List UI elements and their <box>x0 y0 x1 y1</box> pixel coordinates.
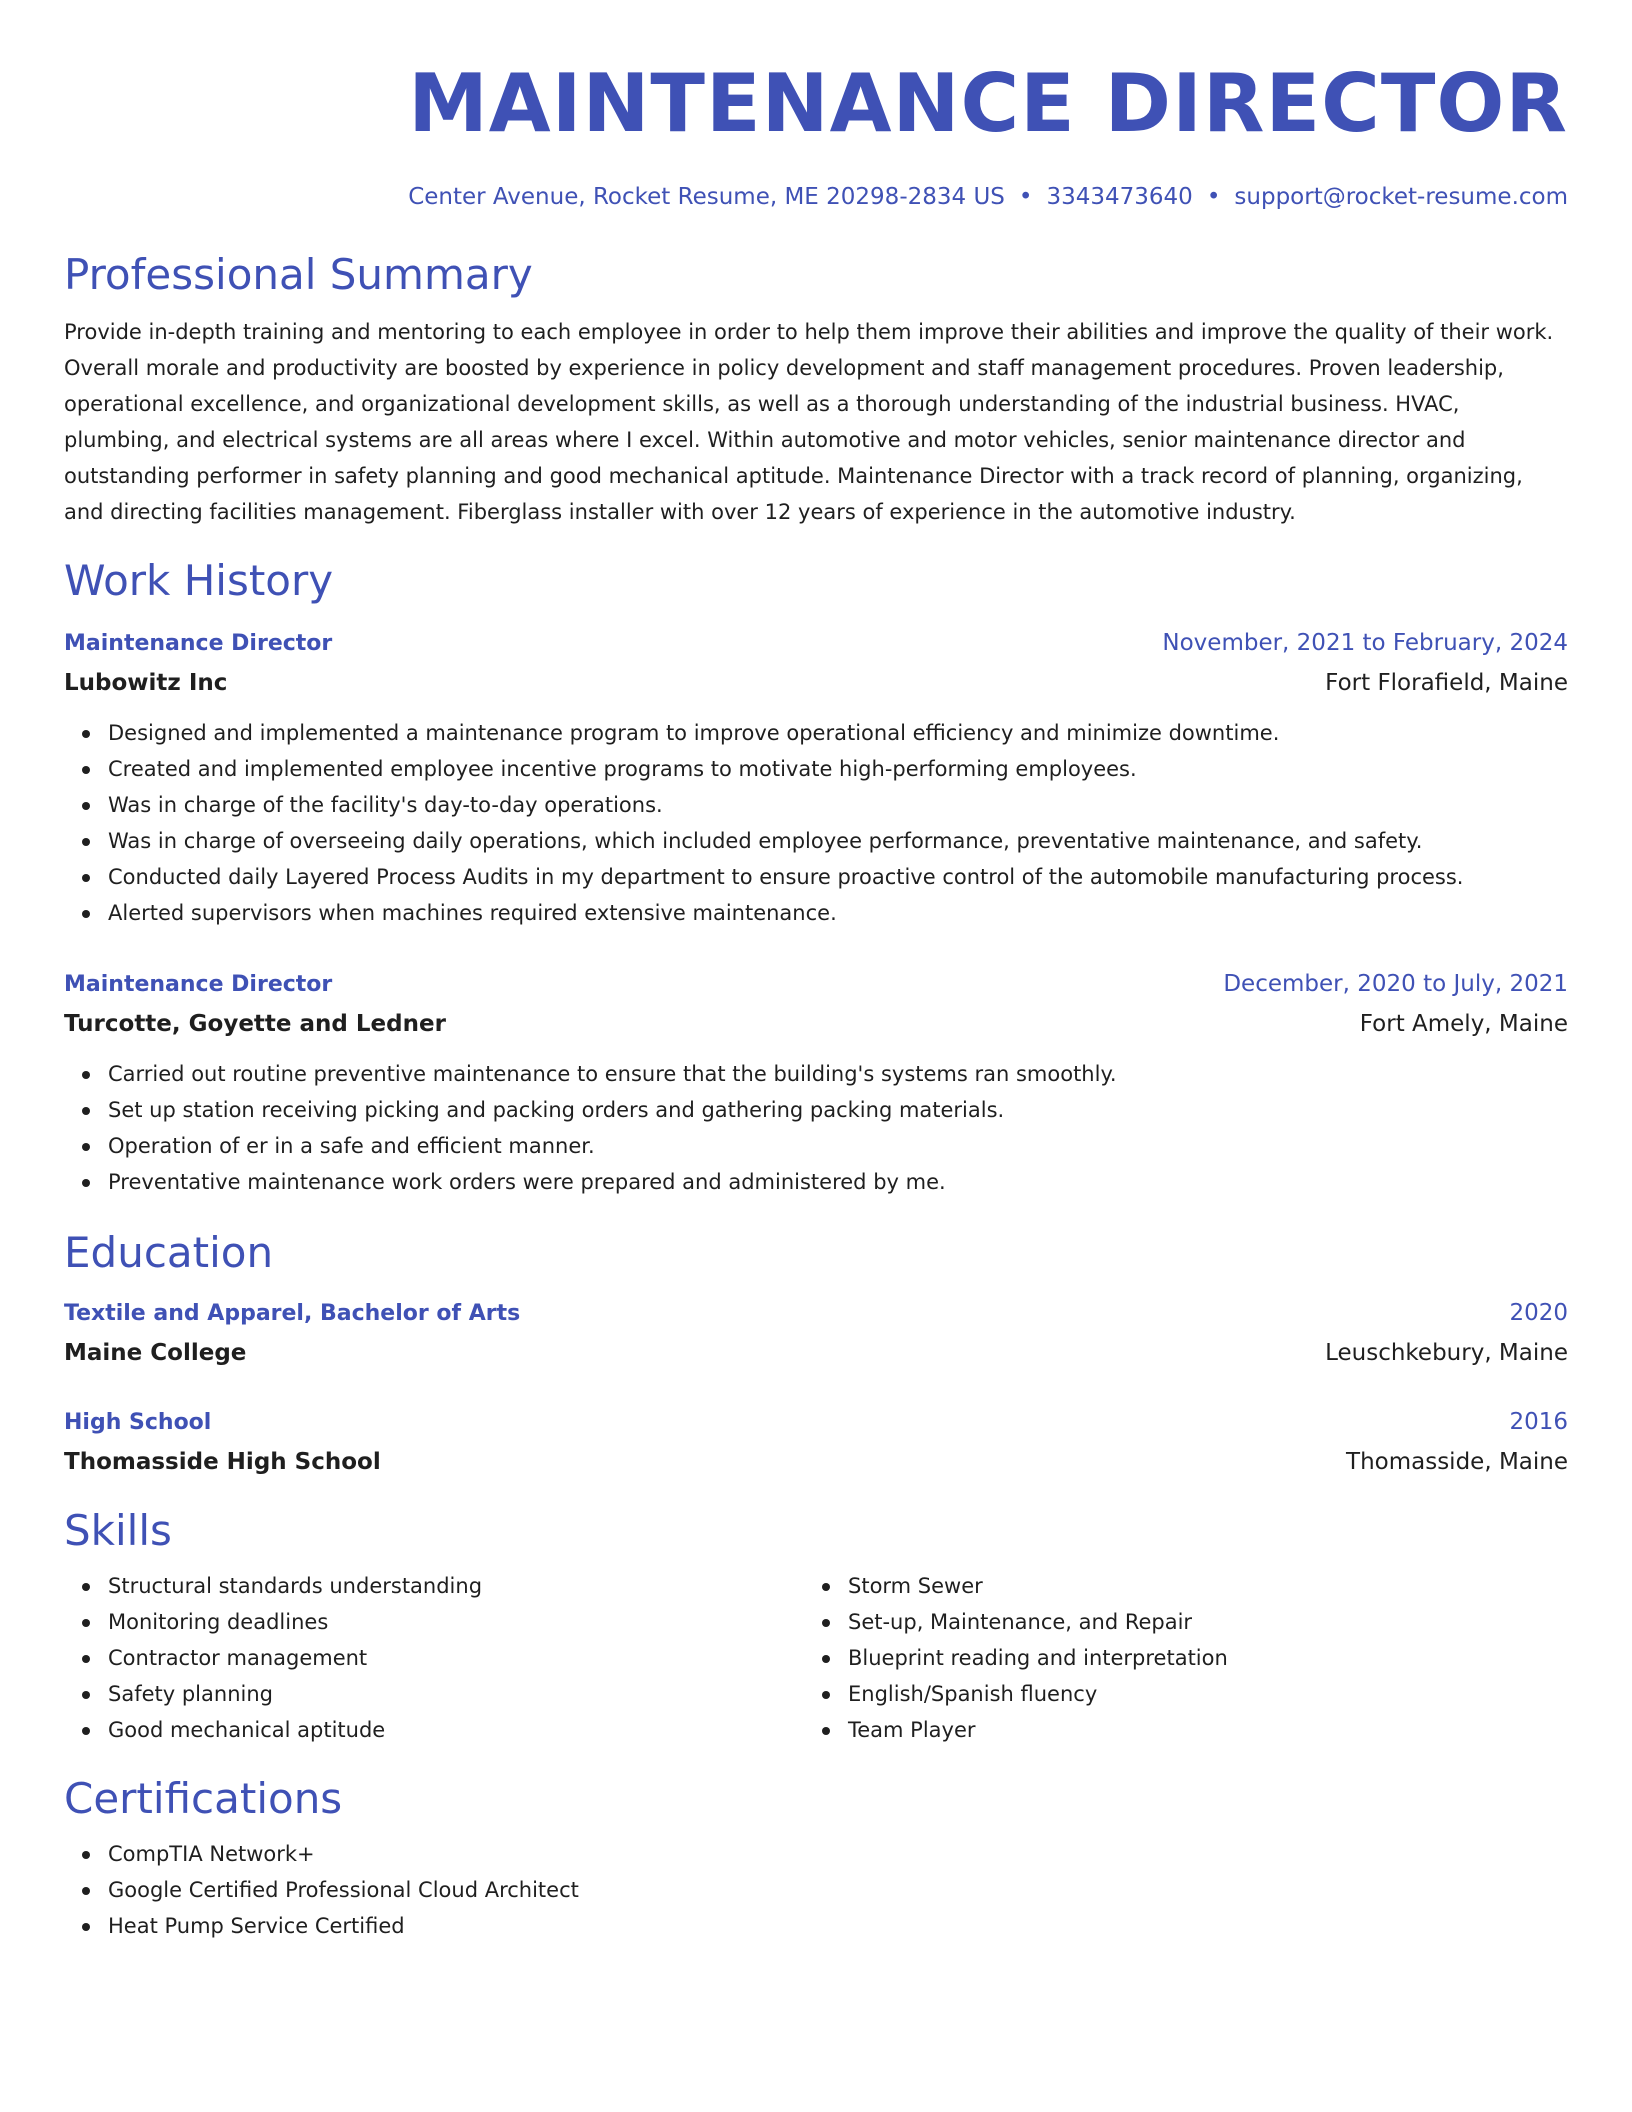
resume-header <box>64 56 1568 212</box>
list-item: Preventative maintenance work orders were prepared and administered by me. <box>108 1164 1568 1200</box>
school-name: Maine College <box>64 1340 247 1366</box>
job-location: Fort Florafield, Maine <box>1325 670 1568 696</box>
list-item: CompTIA Network+ <box>108 1836 1568 1872</box>
list-item: Designed and implemented a maintenance program to improve operational efficiency and minimize downtime. <box>108 715 1568 751</box>
section-title-summary: Professional Summary <box>64 250 533 299</box>
phone-number: 3343473640 <box>1046 184 1193 210</box>
degree-name: Textile and Apparel, Bachelor of Arts <box>64 1301 521 1326</box>
school-name: Thomasside High School <box>64 1449 381 1475</box>
summary-text: Provide in-depth training and mentoring to each employee in order to help them improve their abilities and improve the quality of their work. Overall morale and productivity are boosted by experience in policy development and staff management procedures. Proven leadership, operational excellence, and organizational development skills, as well as a thorough understanding of the industrial business. HVAC, plumbing, and electrical systems are all areas where I excel. Within automotive and motor vehicles, senior maintenance director and outstanding performer in safety planning and good mechanical aptitude. Maintenance Director with a track record of planning, organizing, and directing facilities management. Fiberglass installer with over 12 years of experience in the automotive industry. <box>64 320 1554 524</box>
list-item: Created and implemented employee incentive programs to motivate high-performing employees. <box>108 751 1568 787</box>
list-item: Team Player <box>848 1712 1544 1748</box>
job-dates: December, 2020 to July, 2021 <box>1223 971 1568 997</box>
contact-separator: • <box>1018 184 1033 210</box>
job-title: Maintenance Director <box>64 972 333 997</box>
degree-name: High School <box>64 1410 212 1435</box>
list-item: Was in charge of the facility's day-to-day operations. <box>108 787 1568 823</box>
contact-line <box>64 182 1568 212</box>
list-item: English/Spanish fluency <box>848 1676 1544 1712</box>
contact-separator: • <box>1206 184 1221 210</box>
email-link[interactable]: support@rocket-resume.com <box>1234 184 1568 210</box>
page-title: MAINTENANCE DIRECTOR <box>408 57 1568 150</box>
job-duties-list <box>64 1056 1568 1200</box>
list-item: Good mechanical aptitude <box>108 1712 804 1748</box>
school-location: Thomasside, Maine <box>1346 1449 1568 1475</box>
list-item: Safety planning <box>108 1676 804 1712</box>
address: Center Avenue, Rocket Resume, ME 20298-2834 US <box>408 184 1005 210</box>
section-title-work-history: Work History <box>64 556 334 605</box>
job-entry <box>64 624 1568 931</box>
list-item: Operation of er in a safe and efficient manner. <box>108 1128 1568 1164</box>
graduation-year: 2016 <box>1509 1409 1568 1435</box>
skills-list <box>804 1568 1544 1748</box>
list-item: Carried out routine preventive maintenance to ensure that the building's systems ran smoothly. <box>108 1056 1568 1092</box>
skills-column-right <box>804 1568 1544 1748</box>
skills-columns <box>64 1568 1568 1748</box>
education-entry <box>64 1403 1568 1482</box>
skills-list <box>64 1568 804 1748</box>
list-item: Structural standards understanding <box>108 1568 804 1604</box>
list-item: Heat Pump Service Certified <box>108 1908 1568 1944</box>
graduation-year: 2020 <box>1509 1300 1568 1326</box>
section-title-skills: Skills <box>64 1506 172 1555</box>
job-title: Maintenance Director <box>64 631 333 656</box>
school-location: Leuschkebury, Maine <box>1325 1340 1568 1366</box>
skills-column-left <box>64 1568 804 1748</box>
list-item: Set up station receiving picking and packing orders and gathering packing materials. <box>108 1092 1568 1128</box>
list-item: Conducted daily Layered Process Audits in my department to ensure proactive control of the automobile manufacturing process. <box>108 859 1568 895</box>
job-entry <box>64 965 1568 1200</box>
certifications-list <box>64 1836 1568 1944</box>
section-title-certifications: Certifications <box>64 1774 343 1823</box>
job-duties-list <box>64 715 1568 931</box>
list-item: Alerted supervisors when machines required extensive maintenance. <box>108 895 1568 931</box>
list-item: Set-up, Maintenance, and Repair <box>848 1604 1544 1640</box>
employer-name: Lubowitz Inc <box>64 670 228 696</box>
education-entry <box>64 1294 1568 1373</box>
employer-name: Turcotte, Goyette and Ledner <box>64 1011 446 1037</box>
list-item: Google Certified Professional Cloud Architect <box>108 1872 1568 1908</box>
list-item: Was in charge of overseeing daily operations, which included employee performance, preventative maintenance, and safety. <box>108 823 1568 859</box>
job-dates: November, 2021 to February, 2024 <box>1162 630 1568 656</box>
job-location: Fort Amely, Maine <box>1359 1011 1568 1037</box>
section-title-education: Education <box>64 1228 274 1277</box>
list-item: Contractor management <box>108 1640 804 1676</box>
list-item: Storm Sewer <box>848 1568 1544 1604</box>
list-item: Monitoring deadlines <box>108 1604 804 1640</box>
list-item: Blueprint reading and interpretation <box>848 1640 1544 1676</box>
